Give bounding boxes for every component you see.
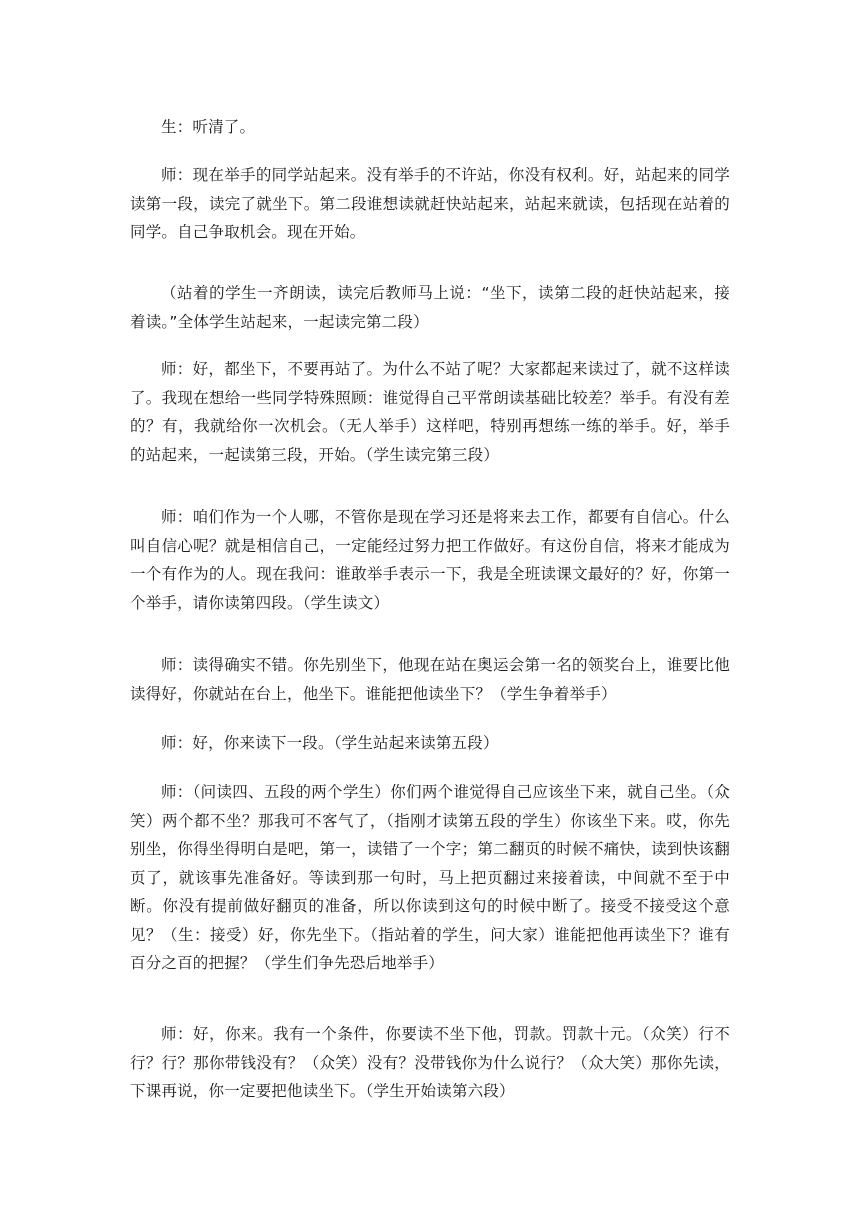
paragraph-5: 师：咱们作为一个人哪，不管你是现在学习还是将来去工作，都要有自信心。什么叫自信心呢？就是相信自己，一定能经过努力把工作做好。有这份自信，将来才能成为一个有作为的人。现在我问：谁敢举手表示一下，我是全班读课文最好的？好，你第一个举手，请你读第四段。（学生读文） (130, 508, 730, 612)
paragraph-2: 师：现在举手的同学站起来。没有举手的不许站，你没有权利。好，站起来的同学读第一段，读完了就坐下。第二段谁想读就赶快站起来，站起来就读，包括现在站着的同学。自己争取机会。现在开始。 (130, 166, 730, 241)
paragraph-6: 师：读得确实不错。你先别坐下，他现在站在奥运会第一名的领奖台上，谁要比他读得好，你就站在台上，他坐下。谁能把他读坐下？（学生争着举手） (130, 656, 730, 703)
paragraph-7: 师：好，你来读下一段。（学生站起来读第五段） (161, 734, 499, 752)
paragraph-4: 师：好，都坐下，不要再站了。为什么不站了呢？大家都起来读过了，就不这样读了。我现在想给一些同学特殊照顾：谁觉得自己平常朗读基础比较差？举手。有没有差的？有，我就给你一次机会。（无人举手）这样吧，特别再想练一练的举手。好，举手的站起来，一起读第三段，开始。（学生读完第三段） (130, 360, 730, 464)
paragraph-3: （站着的学生一齐朗读，读完后教师马上说：“坐下，读第二段的赶快站起来，接着读。”全体学生站起来，一起读完第二段） (130, 284, 730, 331)
paragraph-8: 师：（问读四、五段的两个学生）你们两个谁觉得自己应该坐下来，就自己坐。（众笑）两个都不坐？那我可不客气了，（指刚才读第五段的学生）你该坐下来。哎，你先别坐，你得坐得明白是吧，第一，读错了一个字；第二翻页的时候不痛快，读到快该翻页了，就该事先准备好。等读到那一句时，马上把页翻过来接着读，中间就不至于中断。你没有提前做好翻页的准备，所以你读到这句的时候中断了。接受不接受这个意见？（生：接受）好，你先坐下。（指站着的学生，问大家）谁能把他再读坐下？谁有百分之百的把握？（学生们争先恐后地举手） (130, 783, 730, 972)
paragraph-1: 生：听清了。 (161, 118, 256, 136)
paragraph-9: 师：好，你来。我有一个条件，你要读不坐下他，罚款。罚款十元。（众笑）行不行？行？那你带钱没有？（众笑）没有？没带钱你为什么说行？（众大笑）那你先读，下课再说，你一定要把他读坐下。（学生开始读第六段） (130, 1025, 730, 1100)
